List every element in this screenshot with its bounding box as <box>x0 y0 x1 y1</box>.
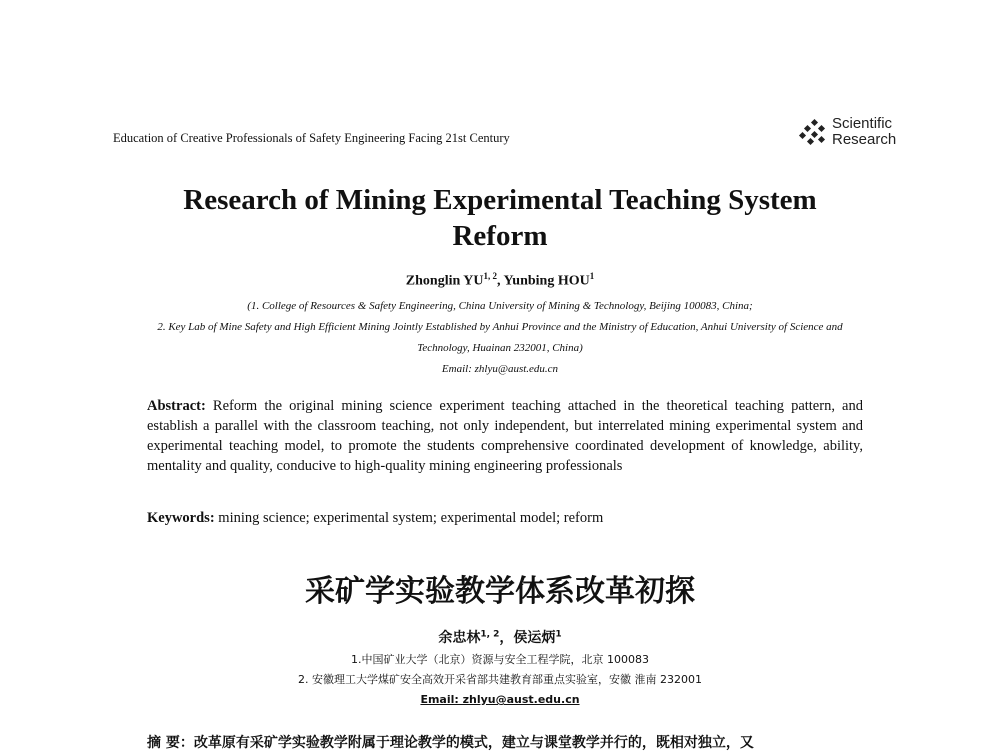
abstract-text: Reform the original mining science experiment teaching attached in the theoretical teaching pattern, and establish a parallel with the classroom teaching, not only independent, but interrelated mining experimental system and experimental teaching model, to promote the students comprehensive coordinated development of knowledge, ability, mentality and quality, conducive to high-quality mining engineering professionals <box>147 398 863 474</box>
publisher-logo <box>800 116 896 148</box>
paper-title: Research of Mining Experimental Teaching System Reform <box>183 184 817 252</box>
cn-author-2: 侯运炳 <box>513 630 556 646</box>
abstract <box>147 396 863 476</box>
logo-dots-icon <box>800 118 828 146</box>
logo-line-1: Scientific <box>832 115 893 132</box>
author-2: Yunbing HOU <box>503 273 590 289</box>
logo-line-2: Research <box>832 131 897 148</box>
cn-author-sep: ， <box>499 630 514 646</box>
author-sep: , <box>496 273 504 289</box>
author-1-affil: 1, 2 <box>483 271 497 281</box>
cn-author-1: 余忠林 <box>438 630 481 646</box>
running-header: Education of Creative Professionals of Safety Engineering Facing 21st Century <box>113 131 510 145</box>
author-2-affil: 1 <box>589 271 595 281</box>
abstract-label: Abstract: <box>147 398 206 414</box>
email: Email: zhlyu@aust.edu.cn <box>441 363 559 375</box>
affiliations <box>100 296 900 380</box>
affiliation-2: 2. Key Lab of Mine Safety and High Efficient Mining Jointly Established by Anhui Province and the Ministry of Education, Anhui University of Science and Technology, Huainan 232001, China) <box>157 321 843 354</box>
chinese-authors <box>0 627 1000 647</box>
chinese-abstract-partial: 摘 要：改革原有采矿学实验教学附属于理论教学的模式，建立与课堂教学并行的，既相对独立，又 <box>147 735 754 751</box>
keywords <box>147 510 603 527</box>
chinese-affiliations <box>0 650 1000 710</box>
cn-affiliation-2: 2. 安徽理工大学煤矿安全高效开采省部共建教育部重点实验室，安徽 淮南 232001 <box>298 673 702 686</box>
keywords-text: mining science; experimental system; experimental model; reform <box>214 510 604 526</box>
cn-affiliation-1: 1.中国矿业大学（北京）资源与安全工程学院，北京 100083 <box>351 653 649 666</box>
authors <box>0 271 1000 290</box>
chinese-title: 采矿学实验教学体系改革初探 <box>305 574 695 609</box>
affiliation-1: (1. College of Resources & Safety Engineering, China University of Mining & Technology, Beijing 100083, China; <box>247 300 753 312</box>
keywords-label: Keywords: <box>147 510 215 526</box>
cn-author-1-affil: 1, 2 <box>480 629 500 640</box>
cn-email: Email: zhlyu@aust.edu.cn <box>420 693 580 706</box>
author-1: Zhonglin YU <box>405 273 484 289</box>
cn-author-2-affil: 1 <box>555 629 562 640</box>
